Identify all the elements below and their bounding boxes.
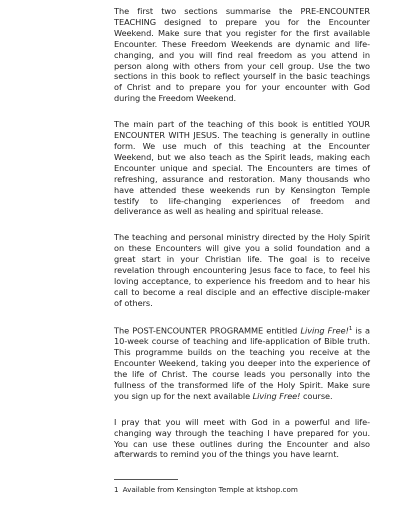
footnote (114, 485, 370, 494)
paragraph-prayer: I pray that you will meet with God in a powerful and life-changing way through the teaching I have prepared for you. You can use these outlines during the Encounter and also afterwards to remind you of the things you have learnt. (114, 416, 370, 460)
post-encounter-text-b: is a 10-week course of teaching and life-application of Bible truth. This programme builds on the teaching you receive at the Encounter Weekend, taking you deeper into the experience of the life of Christ. The course leads you personally into the fullness of the transformed life of the Holy Spirit. Make sure you sign up for the next available (114, 325, 370, 401)
body-text (114, 6, 370, 475)
paragraph-ministry: The teaching and personal ministry directed by the Holy Spirit on these Encounters will give you a solid foundation and a great start in your Christian life. The goal is to receive revelation through encountering Jesus face to face, to feel his loving acceptance, to experience his freedom and to hear his call to become a real disciple and an effective disciple-maker of others. (114, 232, 370, 308)
footnote-reference: 1 (348, 325, 353, 332)
footnote-number: 1 (114, 485, 119, 494)
paragraph-post-encounter (114, 324, 370, 402)
post-encounter-text-c: course. (300, 390, 333, 401)
living-free-title-2: Living Free! (252, 390, 301, 401)
footnote-divider (114, 479, 178, 480)
living-free-title: Living Free! (300, 325, 349, 336)
paragraph-your-encounter: The main part of the teaching of this book is entitled YOUR ENCOUNTER WITH JESUS. The teaching is generally in outline form. We use much of this teaching at the Encounter Weekend, but we also teach as the Spirit leads, making each Encounter unique and special. The Encounters are times of refreshing, assurance and restoration. Many thousands who have attended these weekends run by Kensington Temple testify to life-changing experiences of freedom and deliverance as well as healing and spiritual release. (114, 119, 370, 217)
footnote-text: Available from Kensington Temple at ktshop.com (122, 485, 298, 494)
post-encounter-text-a: The POST-ENCOUNTER PROGRAMME entitled (114, 325, 301, 336)
paragraph-pre-encounter: The first two sections summarise the PRE-ENCOUNTER TEACHING designed to prepare you for the Encounter Weekend. Make sure that you register for the first available Encounter. These Freedom Weekends are dynamic and life-changing, and you will find real freedom as you attend in person along with others from your cell group. Use the two sections in this book to reflect yourself in the basic teachings of Christ and to prepare you for your encounter with God during the Freedom Weekend. (114, 6, 370, 104)
